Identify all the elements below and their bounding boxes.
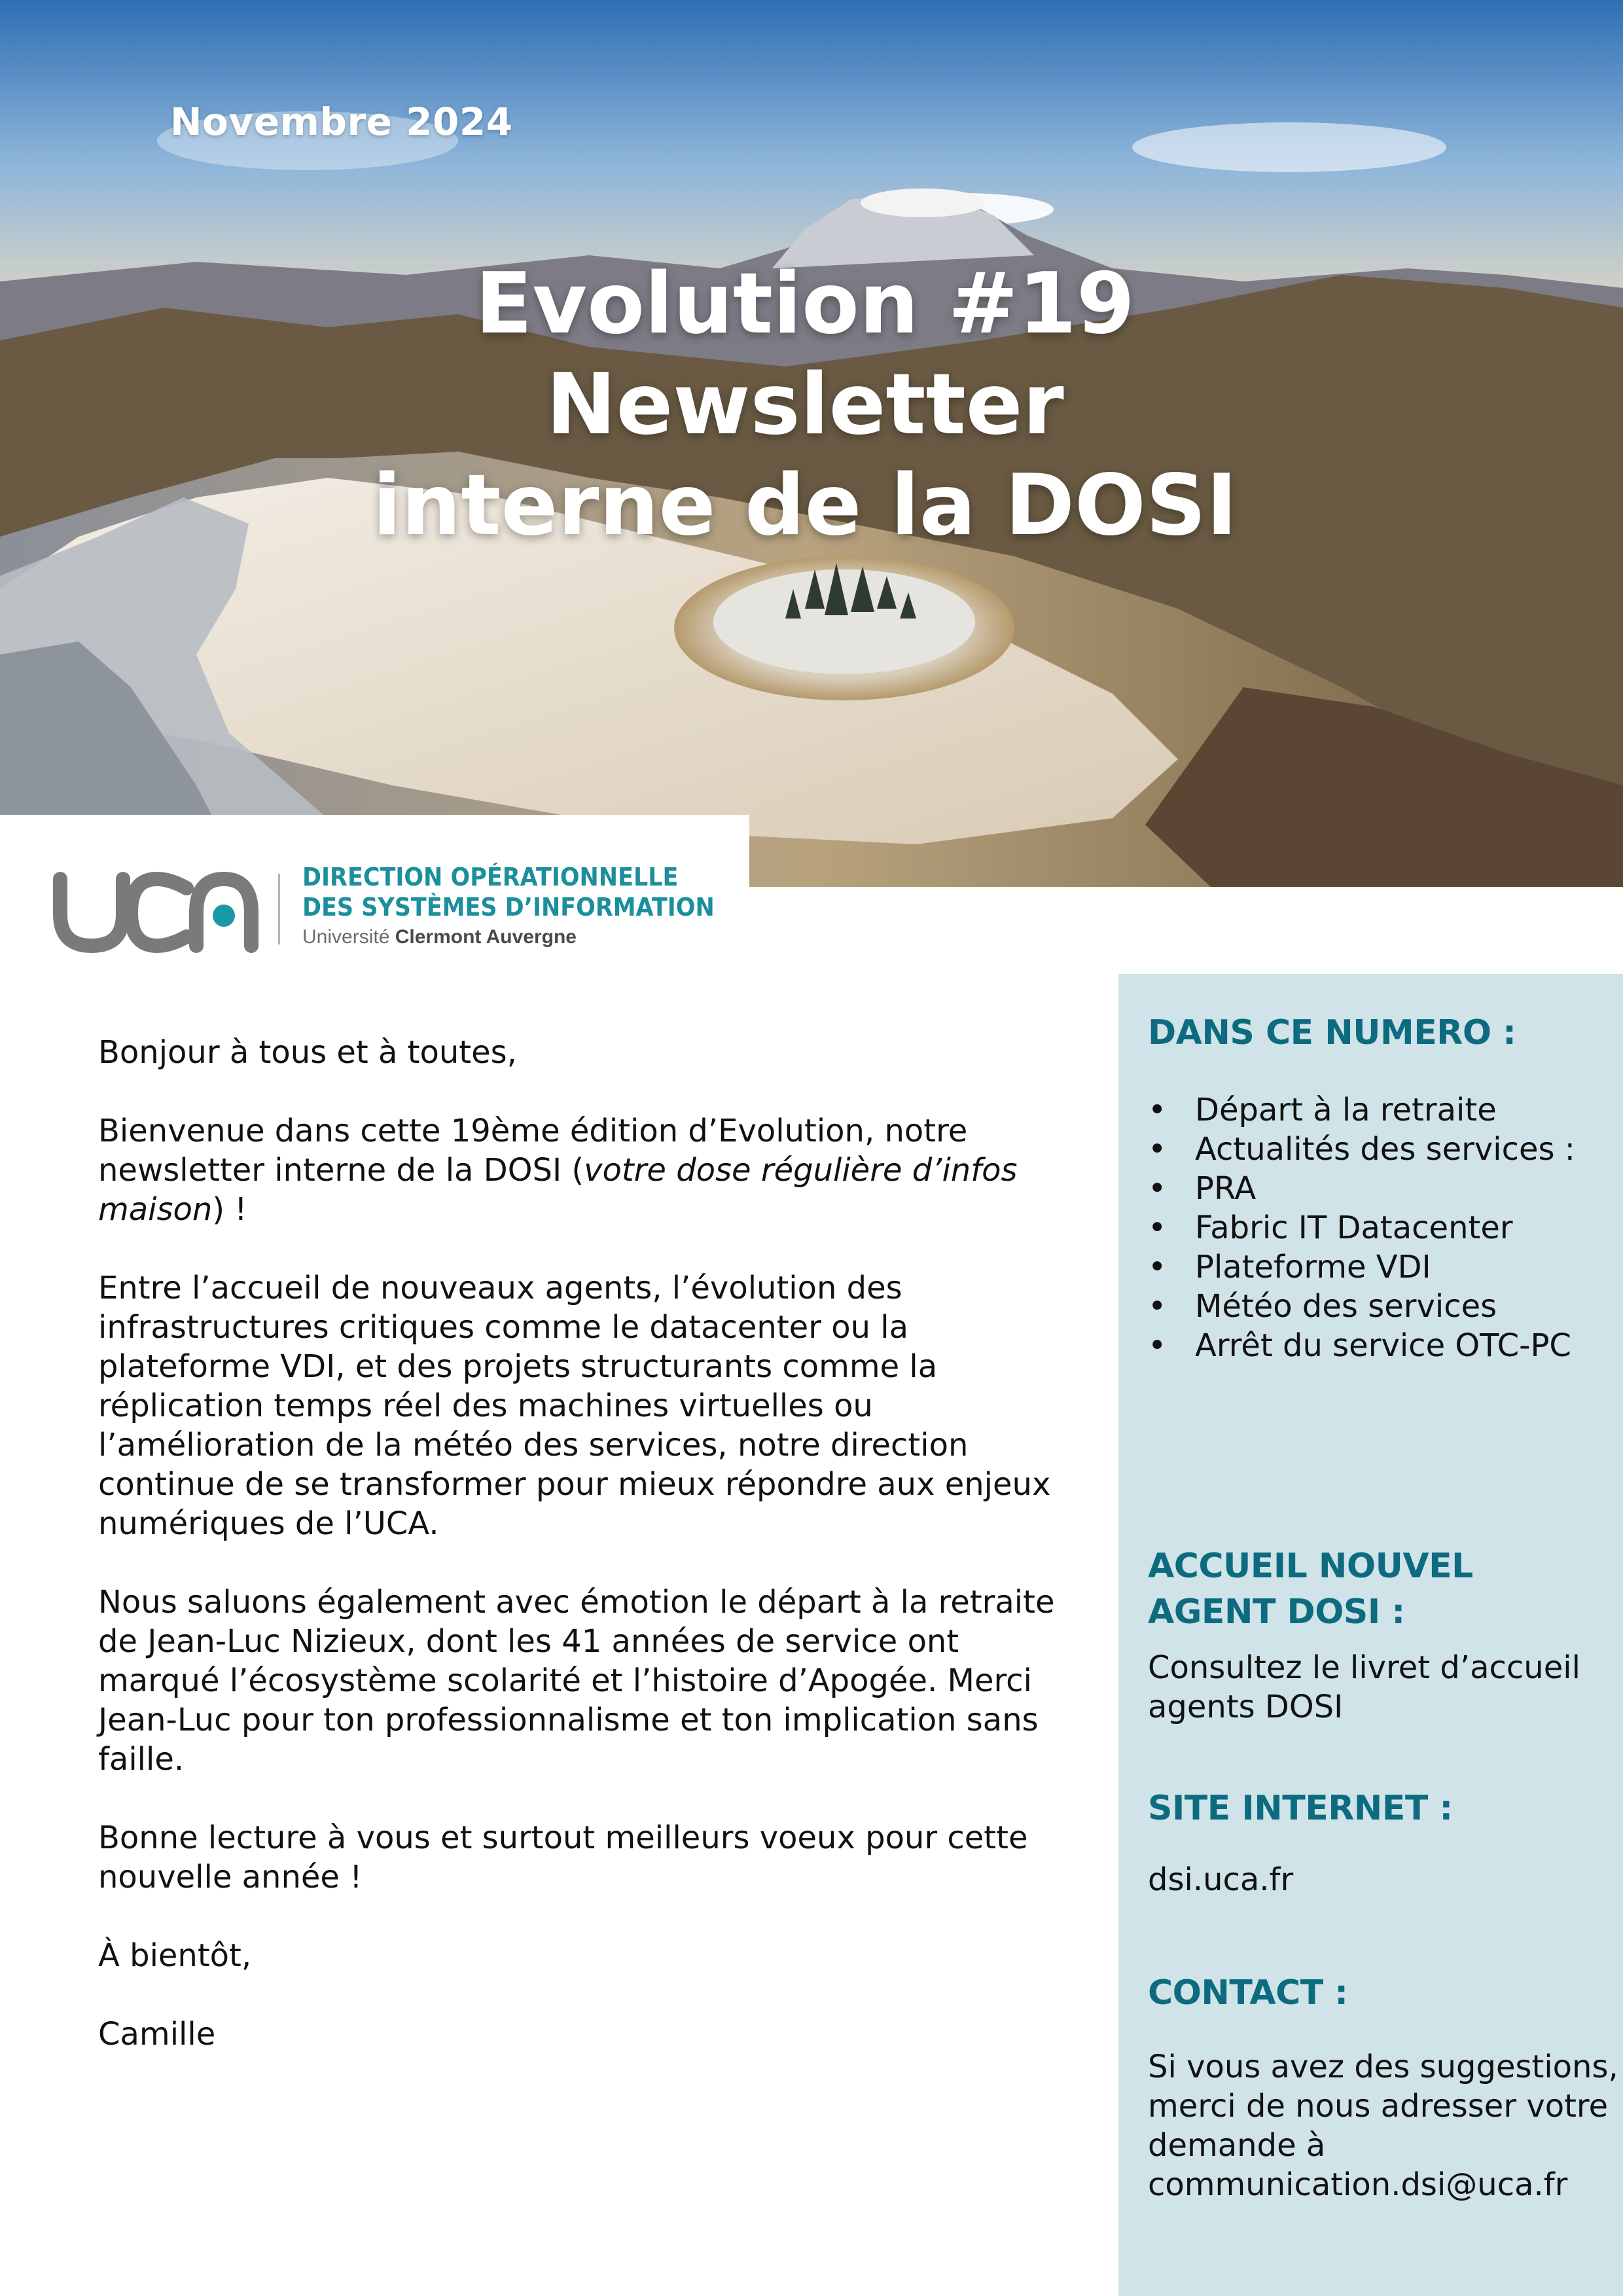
toc-item[interactable]: • Départ à la retraite (1148, 1090, 1619, 1130)
logo-line-2: DES SYSTÈMES D’INFORMATION (302, 893, 715, 922)
logo-line-3 (302, 926, 750, 948)
toc-item[interactable]: • Arrêt du service OTC-PC (1148, 1326, 1619, 1365)
logo-university-name: Clermont Auvergne (395, 926, 577, 948)
welcome-heading (1148, 1543, 1473, 1635)
paragraph-projects: Entre l’accueil de nouveaux agents, l’évolution des infrastructures critiques comme le datacenter ou la plateforme VDI, et des projets structurants comme la réplication temps réel des machines virtuelles ou l’amélioration de la météo des services, notre direction continue de se transformer pour mieux répondre aux enjeux numériques de l’UCA. (98, 1270, 1051, 1542)
contact-text[interactable]: Si vous avez des suggestions, merci de nous adresser votre demande à communication.dsi@uca.fr (1148, 2049, 1618, 2203)
title-line-3: interne de la DOSI (372, 457, 1238, 554)
toc-item[interactable]: • Fabric IT Datacenter (1148, 1208, 1619, 1247)
editorial-text (98, 1033, 1073, 2093)
toc-heading: DANS CE NUMERO : (1148, 1013, 1516, 1052)
logo-wordmark (302, 862, 750, 948)
logo-separator (278, 874, 280, 944)
title-line-2: Newsletter (546, 356, 1064, 454)
welcome-heading-line-2: AGENT DOSI : (1148, 1592, 1405, 1632)
logo-university-prefix: Université (302, 926, 390, 948)
paragraph-welcome-end: ) ! (212, 1191, 247, 1228)
title-line-1: Evolution #19 (475, 255, 1135, 353)
signature: Camille (98, 2016, 216, 2053)
uca-logo-mark (52, 862, 262, 960)
welcome-link[interactable]: Consultez le livret d’accueil agents DOSI (1148, 1649, 1580, 1725)
paragraph-welcome-start: Bienvenue dans cette 19ème édition d’Evolution, notre newsletter interne de la DOSI ( (98, 1113, 968, 1189)
paragraph-welcome (98, 1111, 1073, 1229)
newsletter-title (288, 254, 1322, 556)
welcome-heading-line-1: ACCUEIL NOUVEL (1148, 1547, 1473, 1586)
paragraph-wishes: Bonne lecture à vous et surtout meilleurs voeux pour cette nouvelle année ! (98, 1820, 1028, 1895)
issue-date: Novembre 2024 (170, 99, 513, 144)
closing: À bientôt, (98, 1937, 252, 1974)
toc-item[interactable]: • PRA (1148, 1169, 1619, 1208)
toc-item[interactable]: • Météo des services (1148, 1287, 1619, 1326)
toc-item[interactable]: • Actualités des services : (1148, 1130, 1619, 1169)
paragraph-retirement: Nous saluons également avec émotion le départ à la retraite de Jean-Luc Nizieux, dont les 41 années de service ont marqué l’écosystème scolarité et l’histoire d’Apogée. Merci Jean-Luc pour ton professionnalisme et ton implication sans faille. (98, 1584, 1055, 1778)
sidebar (1118, 974, 1623, 2296)
logo-line-1: DIRECTION OPÉRATIONNELLE (302, 863, 679, 891)
greeting: Bonjour à tous et à toutes, (98, 1034, 517, 1071)
site-heading: SITE INTERNET : (1148, 1789, 1453, 1828)
toc-item[interactable]: • Plateforme VDI (1148, 1247, 1619, 1287)
paragraph-welcome-italic: votre dose régulière d’infos maison (98, 1152, 1018, 1228)
logo-band (0, 815, 749, 972)
hero-banner (0, 0, 1623, 887)
site-link[interactable]: dsi.uca.fr (1148, 1861, 1294, 1898)
toc-list (1148, 1090, 1619, 1365)
contact-heading: CONTACT : (1148, 1973, 1348, 2013)
